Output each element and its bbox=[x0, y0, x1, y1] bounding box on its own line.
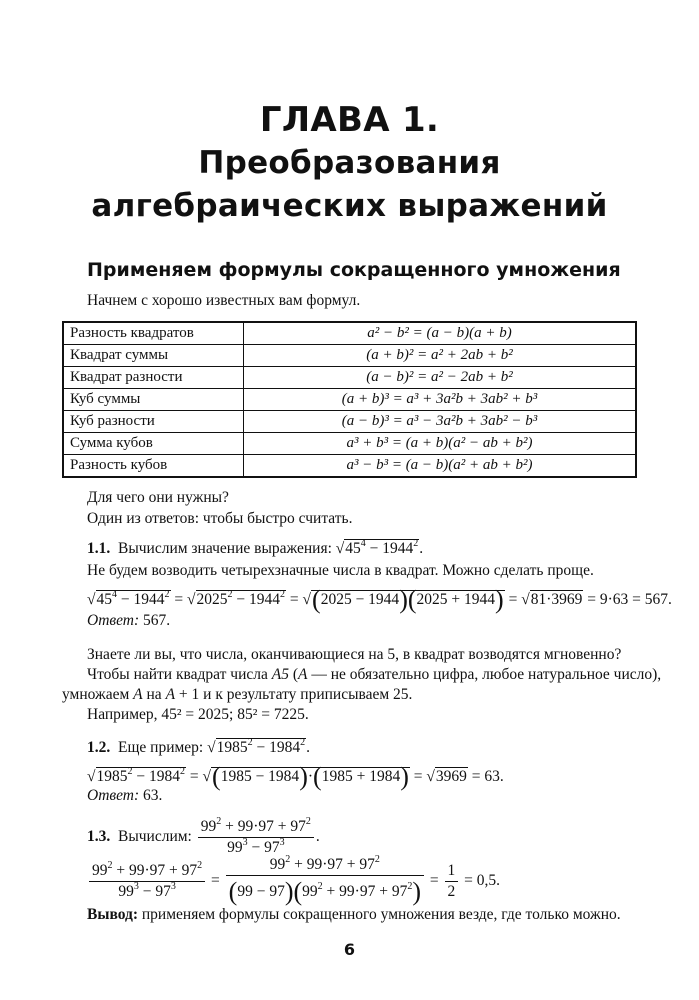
chapter-title-line1: Преобразования bbox=[198, 145, 501, 181]
formula-expression: a³ − b³ = (a − b)(a² + ab + b²) bbox=[244, 455, 637, 478]
tip-var: A bbox=[298, 666, 308, 683]
page-number: 6 bbox=[343, 940, 356, 959]
formula-expression: (a + b)² = a² + 2ab + b² bbox=[244, 345, 637, 367]
example-1-solution: $√45^4 - 1944^2 = √2025^2 - 1944^2 = √(2025 - 1944)(2025 + 1944) = √81\cdot 3969 = 9\cdot 63 = 567$. bbox=[87, 585, 672, 614]
formula-name: Разность кубов bbox=[63, 455, 244, 478]
formula-row bbox=[63, 455, 636, 478]
question-text: Для чего они нужны? bbox=[87, 489, 229, 506]
formula-expression: (a + b)³ = a³ + 3a²b + 3ab² + b³ bbox=[244, 389, 637, 411]
example-3-fraction: $\frac{99^2 + 99\cdot 97 + 97^2}{99^3 - 97^3}$ bbox=[198, 818, 314, 857]
tip-line-2 bbox=[87, 666, 661, 684]
example-2-solution: $√1985^2 - 1984^2 = √(1985 - 1984)\cdot(1985 + 1984) = √3969 = 63$. bbox=[87, 762, 504, 791]
example-1-answer bbox=[87, 612, 170, 630]
formula-name: Куб разности bbox=[63, 411, 244, 433]
formula-name: Сумма кубов bbox=[63, 433, 244, 455]
tip-var: A5 bbox=[271, 666, 289, 683]
tip-text: + 1 и к результату приписываем 25. bbox=[175, 686, 413, 703]
example-1-heading bbox=[87, 540, 423, 558]
tip-text: — не обязательно цифра, любое натуральное число), bbox=[307, 666, 662, 683]
tip-text: Чтобы найти квадрат числа bbox=[87, 666, 272, 683]
conclusion-label: Вывод: bbox=[87, 906, 139, 923]
tip-text: на bbox=[142, 686, 166, 703]
tip-line-4: Например, 45² = 2025; 85² = 7225. bbox=[87, 706, 309, 723]
example-1-answer-value: 567. bbox=[143, 612, 171, 629]
intro-text: Начнем с хорошо известных вам формул. bbox=[87, 292, 361, 309]
tip-line-3 bbox=[62, 686, 412, 704]
tip-var: A bbox=[165, 686, 176, 703]
tip-text: ( bbox=[288, 666, 298, 683]
example-2-number: 1.2. bbox=[87, 739, 111, 756]
formula-name: Квадрат суммы bbox=[63, 345, 244, 367]
formula-expression: a² − b² = (a − b)(a + b) bbox=[244, 322, 637, 345]
example-1-number: 1.1. bbox=[87, 540, 111, 557]
example-1-note: Не будем возводить четырехзначные числа в квадрат. Можно сделать проще. bbox=[87, 562, 594, 579]
chapter-number: ГЛАВА 1. bbox=[259, 100, 440, 140]
answer-line: Один из ответов: чтобы быстро считать. bbox=[87, 510, 353, 527]
formula-row bbox=[63, 411, 636, 433]
formula-name: Куб суммы bbox=[63, 389, 244, 411]
formula-row bbox=[63, 433, 636, 455]
formula-name: Разность квадратов bbox=[63, 322, 244, 345]
formula-row bbox=[63, 345, 636, 367]
formula-expression: (a − b)³ = a³ − 3a²b + 3ab² − b³ bbox=[244, 411, 637, 433]
chapter-title-line2: алгебраических выражений bbox=[91, 188, 608, 224]
tip-var: A bbox=[133, 686, 143, 703]
example-2-text: Еще пример: bbox=[118, 739, 204, 756]
example-2-answer-label: Ответ: bbox=[87, 787, 140, 804]
formula-expression: (a − b)² = a² − 2ab + b² bbox=[244, 367, 637, 389]
example-3-number: 1.3. bbox=[87, 828, 111, 846]
example-2-answer bbox=[87, 787, 162, 805]
example-2-heading: 1.2. Еще пример: $√1985^2 - 1984^2$. bbox=[87, 737, 311, 756]
example-1-expression: $√45^4 - 1944^2$. bbox=[335, 538, 424, 557]
example-3-heading: 1.3. Вычислим: $\frac{99^2 + 99\cdot 97 + 97^2}{99^3 - 97^3}$ . bbox=[87, 816, 320, 856]
example-1-text: Вычислим значение выражения: bbox=[118, 540, 332, 557]
conclusion-text: применяем формулы сокращенного умножения везде, где только можно. bbox=[138, 906, 621, 923]
formulas-table bbox=[62, 321, 637, 478]
section-title: Применяем формулы сокращенного умножения bbox=[87, 259, 621, 281]
formula-row bbox=[63, 367, 636, 389]
example-2-answer-value: 63. bbox=[143, 787, 163, 804]
formula-row bbox=[63, 389, 636, 411]
formula-expression: a³ + b³ = (a + b)(a² − ab + b²) bbox=[244, 433, 637, 455]
tip-text: умножаем bbox=[62, 686, 134, 703]
example-3-text: Вычислим: bbox=[118, 828, 192, 846]
formula-row bbox=[63, 322, 636, 345]
example-3-solution: $\frac{99^2 + 99\cdot 97 + 97^2}{99^3 - 97^3}$ = $\frac{99^2 + 99\cdot 97 + 97^2}{(99 - 97)(99^2 + 99\cdot 97 + 97^2)}$ = $\frac{1}{2}$ = 0,5. bbox=[87, 856, 500, 907]
example-1-answer-label: Ответ: bbox=[87, 612, 140, 629]
formula-name: Квадрат разности bbox=[63, 367, 244, 389]
tip-line-1: Знаете ли вы, что числа, оканчивающиеся на 5, в квадрат возводятся мгновенно? bbox=[87, 646, 622, 663]
conclusion bbox=[87, 906, 621, 924]
